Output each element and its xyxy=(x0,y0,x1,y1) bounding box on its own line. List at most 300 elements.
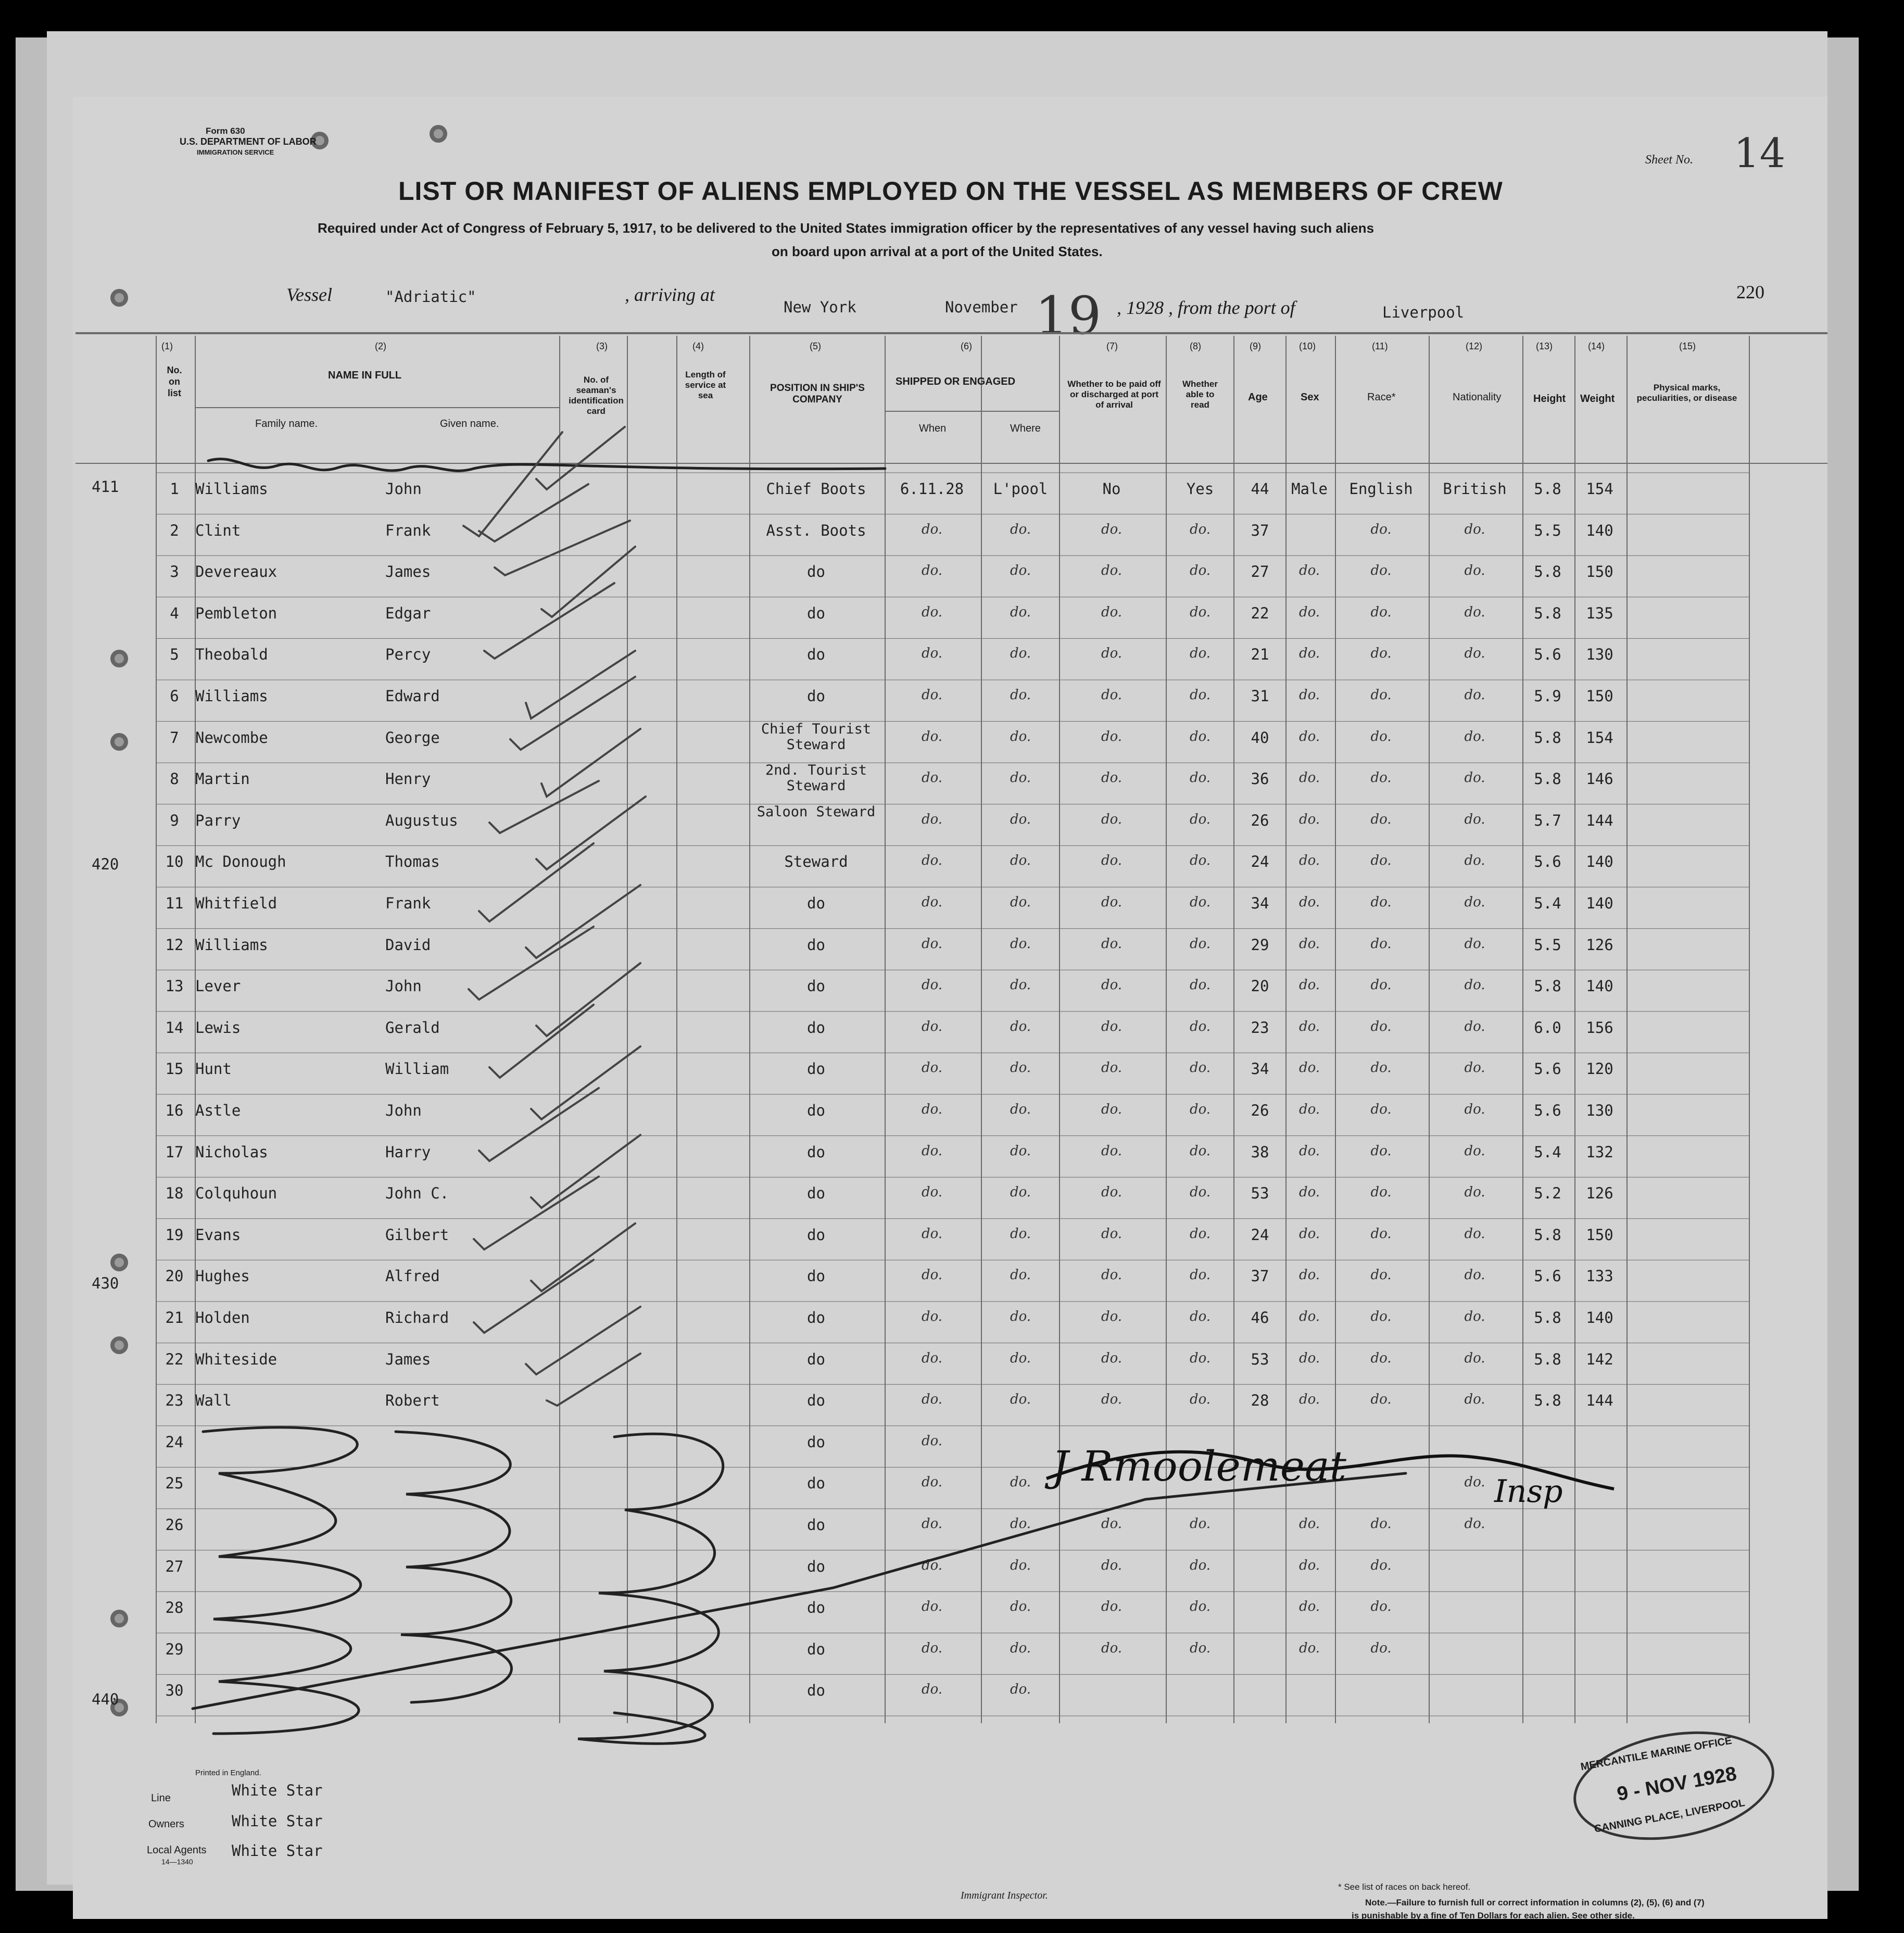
cell-read: do. xyxy=(1189,1516,1211,1532)
cell-race: do. xyxy=(1370,1599,1392,1615)
cell-age: 34 xyxy=(1251,1060,1269,1078)
cell-read: do. xyxy=(1189,1392,1211,1408)
cell-height: 5.8 xyxy=(1534,1392,1561,1410)
cell-nat: do. xyxy=(1464,1018,1485,1034)
cell-where: do. xyxy=(1010,936,1031,952)
cell-paid: do. xyxy=(1101,1060,1123,1076)
cell-read: do. xyxy=(1189,1267,1211,1283)
header-shipped: SHIPPED OR ENGAGED xyxy=(896,376,1016,387)
cell-nat: do. xyxy=(1464,894,1485,910)
cell-sex: do. xyxy=(1298,1018,1320,1034)
cell-given: Robert xyxy=(385,1392,440,1410)
cell-weight: 150 xyxy=(1586,687,1613,705)
stamp-bottom-text: CANNING PLACE, LIVERPOOL xyxy=(1593,1797,1746,1835)
cell-race: do. xyxy=(1370,1018,1392,1034)
cell-weight: 150 xyxy=(1586,1226,1613,1244)
cell-position: do xyxy=(807,1392,825,1410)
cell-sex: do. xyxy=(1298,1226,1320,1242)
margin-number: 440 xyxy=(92,1690,119,1708)
cell-position: do xyxy=(807,1682,825,1700)
margin-number: 420 xyxy=(92,855,119,873)
cell-family: Whitfield xyxy=(195,894,278,912)
column-number: (9) xyxy=(1250,341,1261,351)
cell-weight: 150 xyxy=(1586,563,1613,581)
cell-race: do. xyxy=(1370,1557,1392,1573)
cell-no: 25 xyxy=(165,1474,184,1493)
cell-weight: 126 xyxy=(1586,936,1613,954)
page-title: LIST OR MANIFEST OF ALIENS EMPLOYED ON THE VESSEL AS MEMBERS OF CREW xyxy=(398,176,1503,206)
cell-read: do. xyxy=(1189,1309,1211,1324)
header-length-service: Length of service at sea xyxy=(685,370,726,400)
agents-label: Local Agents xyxy=(147,1844,207,1856)
cell-paid: do. xyxy=(1101,1309,1123,1324)
column-number: (10) xyxy=(1299,341,1316,351)
cell-when: do. xyxy=(921,936,943,952)
cell-no: 13 xyxy=(165,977,184,995)
cell-when: do. xyxy=(921,1184,943,1201)
cell-family: Williams xyxy=(195,687,268,705)
cell-where: do. xyxy=(1010,811,1031,827)
cell-weight: 133 xyxy=(1586,1267,1613,1285)
inspector-signature: J Rmoolemeat xyxy=(1052,1442,1346,1490)
cell-height: 5.8 xyxy=(1534,1350,1561,1368)
cell-nat: do. xyxy=(1464,687,1485,703)
cell-family: Williams xyxy=(195,480,268,498)
cell-position: do xyxy=(807,646,825,664)
cell-no: 6 xyxy=(170,687,179,705)
column-number: (5) xyxy=(810,341,821,351)
cell-where: do. xyxy=(1010,1557,1031,1573)
cell-weight: 140 xyxy=(1586,977,1613,995)
cell-where: do. xyxy=(1010,1350,1031,1366)
cancel-line xyxy=(193,1473,1406,1709)
cell-paid: do. xyxy=(1101,894,1123,910)
cell-nat: British xyxy=(1443,480,1507,498)
cell-age: 29 xyxy=(1251,936,1269,954)
cell-nat: do. xyxy=(1464,1060,1485,1076)
cell-position: do xyxy=(807,563,825,581)
cell-weight: 130 xyxy=(1586,646,1613,664)
column-number: (8) xyxy=(1190,341,1201,351)
cell-race: do. xyxy=(1370,770,1392,786)
cell-paid: do. xyxy=(1101,521,1123,537)
cell-sex: do. xyxy=(1298,687,1320,703)
header-sex: Sex xyxy=(1301,391,1319,403)
cell-sex: do. xyxy=(1298,1640,1320,1656)
cell-position: 2nd. Tourist Steward xyxy=(765,762,867,794)
cell-height: 5.6 xyxy=(1534,853,1561,871)
owners-value: White Star xyxy=(232,1812,323,1830)
cell-weight: 154 xyxy=(1586,728,1613,747)
cell-height: 5.8 xyxy=(1534,977,1561,995)
cell-no: 21 xyxy=(165,1309,184,1326)
arrival-day: 19 xyxy=(1035,285,1102,346)
cell-no: 19 xyxy=(165,1226,184,1244)
column-number: (3) xyxy=(596,341,608,351)
cell-when: do. xyxy=(921,1557,943,1573)
cancel-scribble-3 xyxy=(578,1434,723,1744)
cell-family: Hunt xyxy=(195,1060,232,1078)
cell-read: do. xyxy=(1189,894,1211,910)
cell-sex: do. xyxy=(1298,1599,1320,1615)
cell-position: do xyxy=(807,977,825,995)
cell-where: do. xyxy=(1010,1474,1031,1490)
cell-paid: do. xyxy=(1101,936,1123,952)
cell-given: George xyxy=(385,728,440,747)
cell-when: do. xyxy=(921,1433,943,1449)
cell-nat: do. xyxy=(1464,811,1485,827)
cell-sex: do. xyxy=(1298,853,1320,869)
cell-sex: do. xyxy=(1298,811,1320,827)
cell-paid: do. xyxy=(1101,604,1123,620)
check-marks xyxy=(463,427,646,1406)
cell-paid: do. xyxy=(1101,1557,1123,1573)
header-weight: Weight xyxy=(1580,393,1615,405)
from-port: Liverpool xyxy=(1382,304,1465,321)
cell-given: Percy xyxy=(385,646,431,664)
cell-given: John xyxy=(385,977,422,995)
stamp-date: 9 - NOV 1928 xyxy=(1615,1763,1738,1805)
cell-position: do xyxy=(807,1060,825,1078)
cell-nat: do. xyxy=(1464,1143,1485,1159)
cell-no: 7 xyxy=(170,728,179,747)
cell-paid: do. xyxy=(1101,646,1123,662)
inspector-label: Immigrant Inspector. xyxy=(961,1890,1048,1901)
cell-age: 21 xyxy=(1251,646,1269,664)
cell-race: do. xyxy=(1370,1350,1392,1366)
header-read: Whether able to read xyxy=(1182,379,1218,410)
cell-height: 5.5 xyxy=(1534,936,1561,954)
column-number: (1) xyxy=(161,341,173,351)
cell-weight: 120 xyxy=(1586,1060,1613,1078)
cell-nat: do. xyxy=(1464,563,1485,579)
cell-sex: do. xyxy=(1298,1350,1320,1366)
cell-when: do. xyxy=(921,1102,943,1117)
cell-nat: do. xyxy=(1464,1102,1485,1117)
cell-height: 5.2 xyxy=(1534,1184,1561,1203)
vessel-label: Vessel xyxy=(286,284,332,305)
cell-when: do. xyxy=(921,687,943,703)
cell-sex: do. xyxy=(1298,1060,1320,1076)
margin-number: 411 xyxy=(92,478,119,496)
cell-age: 31 xyxy=(1251,687,1269,705)
cell-where: do. xyxy=(1010,1226,1031,1242)
cell-height: 5.4 xyxy=(1534,1143,1561,1161)
cell-height: 5.9 xyxy=(1534,687,1561,705)
cell-when: do. xyxy=(921,811,943,827)
cell-given: James xyxy=(385,563,431,581)
cell-nat: do. xyxy=(1464,770,1485,786)
cell-age: 53 xyxy=(1251,1184,1269,1203)
cell-no: 20 xyxy=(165,1267,184,1285)
cell-when: do. xyxy=(921,1309,943,1324)
cancel-scribble-2 xyxy=(396,1432,512,1702)
cell-weight: 142 xyxy=(1586,1350,1613,1368)
margin-number: 430 xyxy=(92,1274,119,1292)
cell-read: do. xyxy=(1189,1557,1211,1573)
cell-when: do. xyxy=(921,728,943,744)
cell-where: do. xyxy=(1010,728,1031,744)
cell-race: do. xyxy=(1370,563,1392,579)
cell-paid: do. xyxy=(1101,770,1123,786)
sheet-number: 14 xyxy=(1734,130,1786,177)
cell-nat: do. xyxy=(1464,1350,1485,1366)
cell-paid: do. xyxy=(1101,563,1123,579)
cell-nat: do. xyxy=(1464,1474,1485,1490)
cell-age: 26 xyxy=(1251,1102,1269,1119)
cell-paid: do. xyxy=(1101,687,1123,703)
cell-family: Pembleton xyxy=(195,604,278,622)
cell-race: do. xyxy=(1370,1392,1392,1408)
arriving-label: , arriving at xyxy=(625,284,715,305)
cell-read: do. xyxy=(1189,604,1211,620)
cell-age: 36 xyxy=(1251,770,1269,788)
cell-when: do. xyxy=(921,1640,943,1656)
cell-height: 5.6 xyxy=(1534,1060,1561,1078)
cell-age: 34 xyxy=(1251,894,1269,912)
arrival-port: New York xyxy=(784,298,856,316)
cell-when: do. xyxy=(921,1267,943,1283)
cell-where: do. xyxy=(1010,1599,1031,1615)
cell-no: 22 xyxy=(165,1350,184,1368)
cell-given: John C. xyxy=(385,1184,449,1203)
cell-given: Frank xyxy=(385,894,431,912)
cell-height: 5.8 xyxy=(1534,1226,1561,1244)
cell-read: do. xyxy=(1189,936,1211,952)
cell-read: do. xyxy=(1189,977,1211,993)
cell-race: do. xyxy=(1370,1309,1392,1324)
cell-position: Steward xyxy=(784,853,848,871)
cell-read: do. xyxy=(1189,811,1211,827)
column-number: (15) xyxy=(1679,341,1696,351)
cell-given: John xyxy=(385,1102,422,1119)
cell-position: Saloon Steward xyxy=(756,803,876,820)
cell-weight: 126 xyxy=(1586,1184,1613,1203)
cell-position: do xyxy=(807,604,825,622)
column-number: (13) xyxy=(1536,341,1553,351)
note-line2: is punishable by a fine of Ten Dollars for each alien. See other side. xyxy=(1352,1911,1635,1921)
cell-given: Edgar xyxy=(385,604,431,622)
cell-family: Lever xyxy=(195,977,241,995)
cell-given: Henry xyxy=(385,770,431,788)
cell-where: do. xyxy=(1010,1640,1031,1656)
cell-no: 16 xyxy=(165,1102,184,1119)
cell-height: 5.8 xyxy=(1534,480,1561,498)
cell-nat: do. xyxy=(1464,936,1485,952)
cell-read: do. xyxy=(1189,521,1211,537)
cell-weight: 154 xyxy=(1586,480,1613,498)
cell-where: do. xyxy=(1010,1516,1031,1532)
header-paid-off: Whether to be paid off or discharged at port of arrival xyxy=(1067,379,1161,410)
cell-when: do. xyxy=(921,1226,943,1242)
cell-when: do. xyxy=(921,1599,943,1615)
cell-paid: do. xyxy=(1101,1018,1123,1034)
cell-position: do xyxy=(807,687,825,705)
cell-where: do. xyxy=(1010,563,1031,579)
cell-sex: do. xyxy=(1298,936,1320,952)
cell-paid: do. xyxy=(1101,977,1123,993)
cell-family: Mc Donough xyxy=(195,853,286,871)
cell-race: do. xyxy=(1370,1184,1392,1201)
cell-weight: 135 xyxy=(1586,604,1613,622)
cell-when: 6.11.28 xyxy=(900,480,964,498)
cell-age: 24 xyxy=(1251,853,1269,871)
cell-age: 46 xyxy=(1251,1309,1269,1326)
cell-weight: 140 xyxy=(1586,853,1613,871)
cell-paid: do. xyxy=(1101,1226,1123,1242)
cell-position: do xyxy=(807,1143,825,1161)
cell-where: do. xyxy=(1010,853,1031,869)
cell-no: 17 xyxy=(165,1143,184,1161)
line-label: Line xyxy=(151,1792,171,1804)
column-number: (12) xyxy=(1466,341,1483,351)
cell-age: 23 xyxy=(1251,1018,1269,1037)
cell-paid: do. xyxy=(1101,853,1123,869)
cell-sex: do. xyxy=(1298,563,1320,579)
cell-no: 23 xyxy=(165,1392,184,1410)
cell-given: Gilbert xyxy=(385,1226,449,1244)
cell-position: do xyxy=(807,1184,825,1203)
cell-race: do. xyxy=(1370,977,1392,993)
cell-given: Frank xyxy=(385,521,431,539)
cell-family: Astle xyxy=(195,1102,241,1119)
cell-where: do. xyxy=(1010,1018,1031,1034)
cell-sex: Male xyxy=(1291,480,1328,498)
column-number: (14) xyxy=(1588,341,1605,351)
list-number: 220 xyxy=(1736,282,1764,302)
cell-race: do. xyxy=(1370,728,1392,744)
header-position: POSITION IN SHIP'S COMPANY xyxy=(770,383,865,405)
cell-family: Devereaux xyxy=(195,563,278,581)
cell-given: James xyxy=(385,1350,431,1368)
cell-position: do xyxy=(807,1599,825,1617)
column-number: (6) xyxy=(961,341,972,351)
cell-where: do. xyxy=(1010,977,1031,993)
cell-position: do xyxy=(807,1102,825,1119)
cell-no: 27 xyxy=(165,1557,184,1575)
cell-no: 24 xyxy=(165,1433,184,1451)
cell-where: do. xyxy=(1010,1102,1031,1117)
cell-sex: do. xyxy=(1298,1143,1320,1159)
cell-when: do. xyxy=(921,1350,943,1366)
cell-age: 44 xyxy=(1251,480,1269,498)
header-no-on-list: No. on list xyxy=(167,365,182,398)
header-family-name: Family name. xyxy=(255,418,318,429)
cell-position: Chief Tourist Steward xyxy=(761,721,872,753)
cell-read: do. xyxy=(1189,770,1211,786)
cell-where: do. xyxy=(1010,894,1031,910)
cell-when: do. xyxy=(921,563,943,579)
cell-weight: 132 xyxy=(1586,1143,1613,1161)
cell-nat: do. xyxy=(1464,728,1485,744)
cell-sex: do. xyxy=(1298,1516,1320,1532)
cell-where: L'pool xyxy=(993,480,1048,498)
cell-height: 5.8 xyxy=(1534,563,1561,581)
cell-nat: do. xyxy=(1464,604,1485,620)
cell-weight: 140 xyxy=(1586,894,1613,912)
cell-when: do. xyxy=(921,604,943,620)
cell-position: Asst. Boots xyxy=(766,521,866,539)
cell-age: 38 xyxy=(1251,1143,1269,1161)
cell-when: do. xyxy=(921,646,943,662)
subtitle-line1: Required under Act of Congress of February 5, 1917, to be delivered to the United States immigration officer by the representatives of any vessel having such aliens xyxy=(318,220,1375,236)
cell-read: do. xyxy=(1189,687,1211,703)
cell-height: 5.6 xyxy=(1534,1267,1561,1285)
cell-given: Richard xyxy=(385,1309,449,1326)
cell-sex: do. xyxy=(1298,770,1320,786)
cell-given: John xyxy=(385,480,422,498)
cancel-scribble-1 xyxy=(203,1427,361,1734)
cell-family: Colquhoun xyxy=(195,1184,278,1203)
cell-read: do. xyxy=(1189,1599,1211,1615)
cell-sex: do. xyxy=(1298,604,1320,620)
line-value: White Star xyxy=(232,1782,323,1799)
cell-position: do xyxy=(807,894,825,912)
cell-position: do xyxy=(807,1557,825,1575)
header-age: Age xyxy=(1248,391,1268,403)
cell-race: do. xyxy=(1370,1516,1392,1532)
cell-no: 15 xyxy=(165,1060,184,1078)
cell-race: do. xyxy=(1370,1143,1392,1159)
cell-race: do. xyxy=(1370,1060,1392,1076)
cell-race: do. xyxy=(1370,687,1392,703)
cell-when: do. xyxy=(921,853,943,869)
cell-sex: do. xyxy=(1298,894,1320,910)
cell-paid: do. xyxy=(1101,1350,1123,1366)
form-number: Form 630 xyxy=(206,126,245,136)
cell-where: do. xyxy=(1010,1392,1031,1408)
cell-when: do. xyxy=(921,1516,943,1532)
cell-paid: do. xyxy=(1101,728,1123,744)
cell-where: do. xyxy=(1010,1309,1031,1324)
cell-nat: do. xyxy=(1464,521,1485,537)
cell-when: do. xyxy=(921,1392,943,1408)
cell-age: 20 xyxy=(1251,977,1269,995)
cell-no: 10 xyxy=(165,853,184,871)
cell-no: 8 xyxy=(170,770,179,788)
cell-position: do xyxy=(807,936,825,954)
department: U.S. DEPARTMENT OF LABOR xyxy=(180,136,317,147)
cell-race: do. xyxy=(1370,853,1392,869)
cell-position: Chief Boots xyxy=(766,480,866,498)
cell-paid: do. xyxy=(1101,1392,1123,1408)
cell-family: Newcombe xyxy=(195,728,268,747)
cell-age: 26 xyxy=(1251,811,1269,829)
cell-sex: do. xyxy=(1298,1267,1320,1283)
agents-value: White Star xyxy=(232,1842,323,1860)
cell-age: 37 xyxy=(1251,1267,1269,1285)
cell-nat: do. xyxy=(1464,1392,1485,1408)
cell-nat: do. xyxy=(1464,1184,1485,1201)
vessel-name: "Adriatic" xyxy=(385,288,476,306)
cell-sex: do. xyxy=(1298,646,1320,662)
cell-read: do. xyxy=(1189,1640,1211,1656)
cell-given: Alfred xyxy=(385,1267,440,1285)
cell-weight: 146 xyxy=(1586,770,1613,788)
cell-sex: do. xyxy=(1298,977,1320,993)
cell-given: Gerald xyxy=(385,1018,440,1037)
cell-age: 40 xyxy=(1251,728,1269,747)
cell-weight: 144 xyxy=(1586,1392,1613,1410)
cell-family: Whiteside xyxy=(195,1350,278,1368)
printed-note: Printed in England. xyxy=(195,1768,261,1777)
cell-weight: 130 xyxy=(1586,1102,1613,1119)
cell-position: do xyxy=(807,1350,825,1368)
cell-age: 53 xyxy=(1251,1350,1269,1368)
cell-where: do. xyxy=(1010,521,1031,537)
column-number: (7) xyxy=(1106,341,1118,351)
cell-height: 5.8 xyxy=(1534,604,1561,622)
